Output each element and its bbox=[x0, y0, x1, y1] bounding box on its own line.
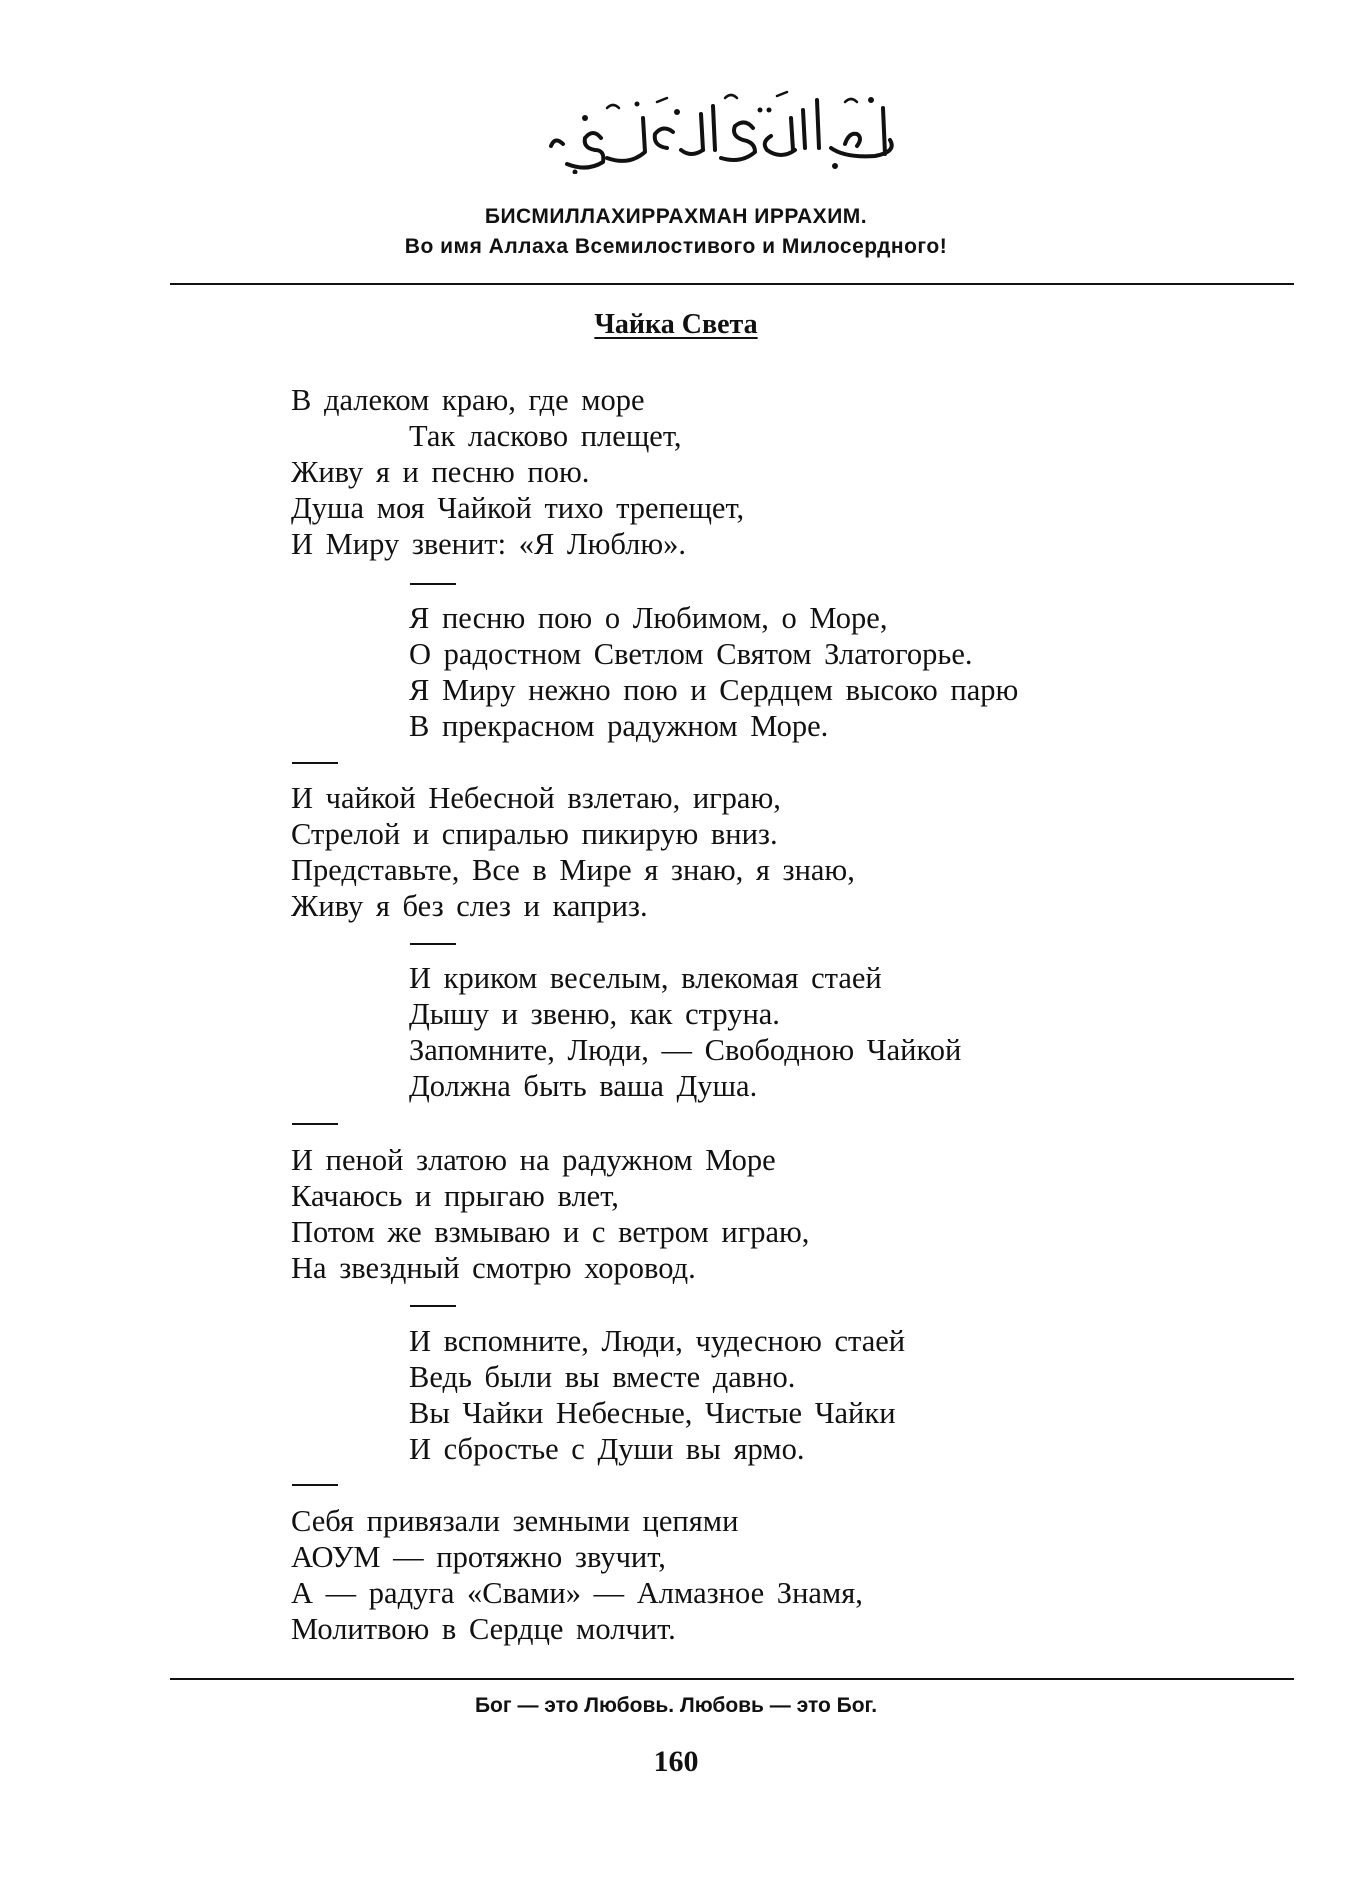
poem-line: На звездный смотрю хоровод. bbox=[291, 1251, 696, 1285]
poem-line: В прекрасном радужном Море. bbox=[409, 709, 829, 743]
poem-line: Должна быть ваша Душа. bbox=[409, 1069, 758, 1103]
basmala-transliteration: БИСМИЛЛАХИРРАХМАН ИРРАХИМ. bbox=[484, 205, 868, 228]
poem-line: О радостном Светлом Святом Златогорье. bbox=[409, 637, 973, 671]
poem-title: Чайка Света bbox=[594, 309, 758, 340]
poem-line: Представьте, Все в Мире я знаю, я знаю, bbox=[291, 853, 855, 887]
page-number: 160 bbox=[653, 1745, 699, 1778]
basmala-calligraphy-image bbox=[545, 88, 905, 174]
poem-line: И Миру звенит: «Я Люблю». bbox=[291, 527, 687, 561]
poem-line: Живу я без слез и каприз. bbox=[291, 889, 648, 923]
poem-line: Стрелой и спиралью пикирую вниз. bbox=[291, 817, 778, 851]
poem-line: Молитвою в Сердце молчит. bbox=[291, 1612, 676, 1646]
poem-line: А — радуга «Свами» — Алмазное Знамя, bbox=[291, 1576, 863, 1610]
footer-motto: Бог — это Любовь. Любовь — это Бог. bbox=[474, 1694, 878, 1717]
poem-line: И чайкой Небесной взлетаю, играю, bbox=[291, 781, 781, 815]
poem-line: Дышу и звеню, как струна. bbox=[409, 997, 780, 1031]
poem-line: И вспомните, Люди, чудесною стаей bbox=[409, 1324, 906, 1358]
poem-line: И пеной златою на радужном Море bbox=[291, 1143, 776, 1177]
poem-line: Душа моя Чайкой тихо трепещет, bbox=[291, 491, 745, 525]
stanza-dash bbox=[410, 583, 456, 585]
poem-line: Запомните, Люди, — Свободною Чайкой bbox=[409, 1033, 962, 1067]
poem-line: Качаюсь и прыгаю влет, bbox=[291, 1179, 619, 1213]
poem-line: Я Миру нежно пою и Сердцем высоко парю bbox=[409, 673, 1019, 707]
stanza-dash bbox=[292, 762, 338, 764]
stanza-dash bbox=[292, 1123, 338, 1125]
header-divider bbox=[170, 283, 1294, 285]
basmala-calligraphy bbox=[545, 88, 905, 174]
poem-line: Так ласково плещет, bbox=[409, 419, 682, 453]
poem-line: И сбростье с Души вы ярмо. bbox=[409, 1432, 805, 1466]
poem-line: Живу я и песню пою. bbox=[291, 455, 590, 489]
poem-line: Вы Чайки Небесные, Чистые Чайки bbox=[409, 1396, 896, 1430]
stanza-dash bbox=[410, 1305, 456, 1307]
poem-line: В далеком краю, где море bbox=[291, 383, 645, 417]
poem-line: Я песню пою о Любимом, о Море, bbox=[409, 601, 888, 635]
stanza-dash bbox=[292, 1484, 338, 1486]
poem-line: Ведь были вы вместе давно. bbox=[409, 1360, 796, 1394]
basmala-translation: Во имя Аллаха Всемилостивого и Милосердного! bbox=[404, 235, 948, 258]
poem-line: И криком веселым, влекомая стаей bbox=[409, 961, 882, 995]
footer-divider bbox=[170, 1678, 1294, 1680]
stanza-dash bbox=[410, 943, 456, 945]
poem-line: АОУМ — протяжно звучит, bbox=[291, 1540, 666, 1574]
poem-line: Потом же взмываю и с ветром играю, bbox=[291, 1215, 810, 1249]
poem-line: Себя привязали земными цепями bbox=[291, 1504, 739, 1538]
